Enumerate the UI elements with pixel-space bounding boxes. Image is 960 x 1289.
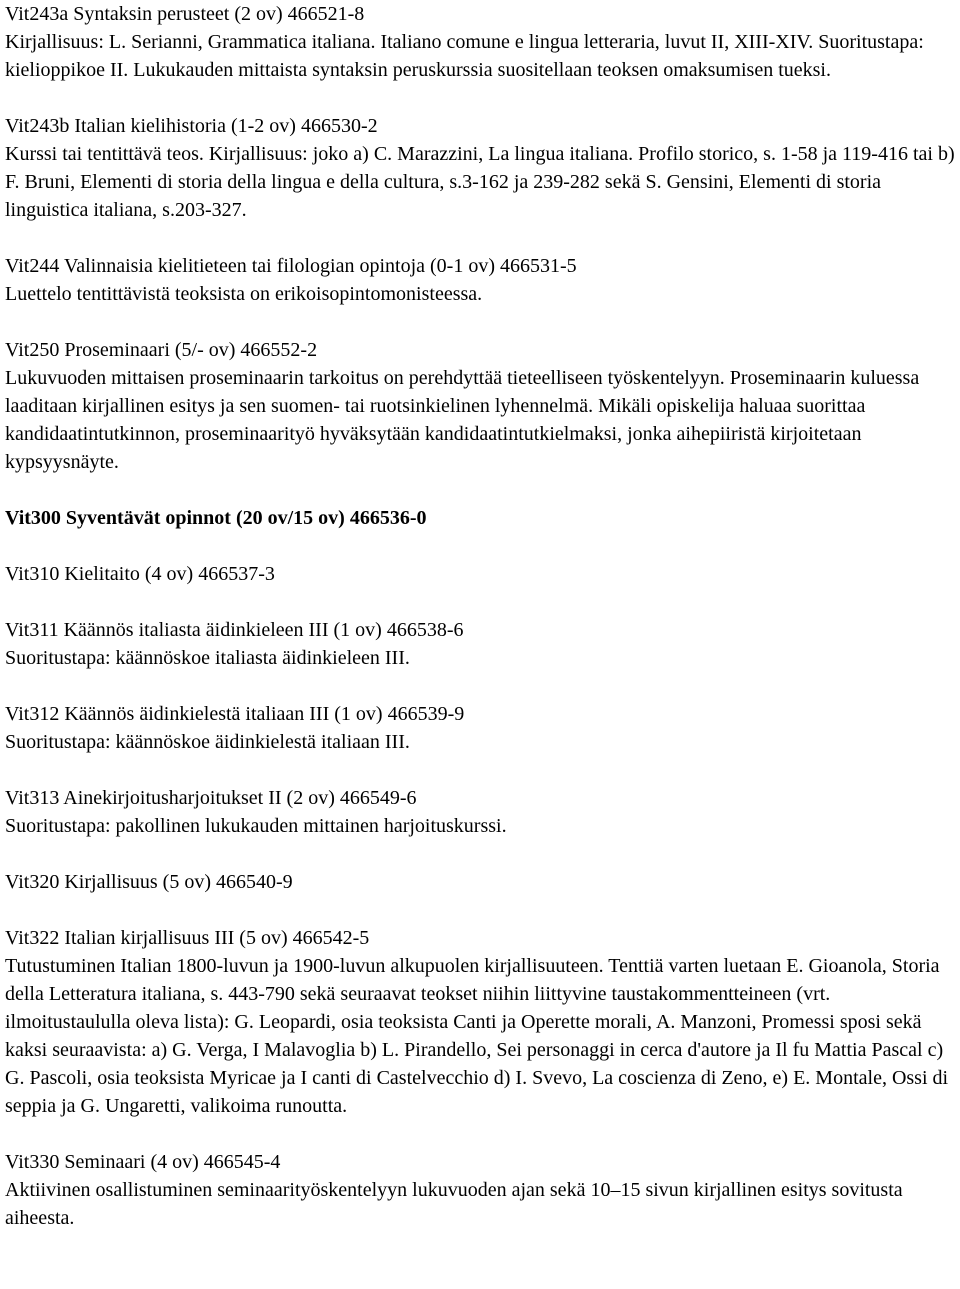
section-body: Tutustuminen Italian 1800-luvun ja 1900-luvun alkupuolen kirjallisuuteen. Tenttiä varten luetaan E. Gioanola, Storia della Letteratura italiana, s. 443-790 sekä seuraavat teokset niihin liittyvine taustakommentteineen (vrt. ilmoitustaululla oleva lista): G. Leopardi, osia teoksista Canti ja Operette morali, A. Manzoni, Promessi sposi sekä kaksi seuraavista: a) G. Verga, I Malavoglia b) L. Pirandello, Sei personaggi in cerca d'autore ja Il fu Mattia Pascal c) G. Pascoli, osia teoksista Myricae ja I canti di Castelvecchio d) I. Svevo, La coscienza di Zeno, e) E. Montale, Ossi di seppia ja G. Ungaretti, valikoima runoutta. bbox=[5, 955, 949, 1117]
section-heading: Vit320 Kirjallisuus (5 ov) 466540-9 bbox=[5, 871, 293, 893]
section-vit330 bbox=[5, 1148, 956, 1232]
section-body: Suoritustapa: käännöskoe äidinkielestä italiaan III. bbox=[5, 731, 410, 753]
section-vit250 bbox=[5, 336, 956, 476]
section-heading: Vit243b Italian kielihistoria (1-2 ov) 466530-2 bbox=[5, 115, 378, 137]
section-heading: Vit250 Proseminaari (5/- ov) 466552-2 bbox=[5, 339, 318, 361]
section-heading: Vit310 Kielitaito (4 ov) 466537-3 bbox=[5, 563, 275, 585]
section-body: Suoritustapa: käännöskoe italiasta äidinkieleen III. bbox=[5, 647, 410, 669]
section-vit312 bbox=[5, 700, 956, 756]
section-vit311 bbox=[5, 616, 956, 672]
section-heading: Vit312 Käännös äidinkielestä italiaan III (1 ov) 466539-9 bbox=[5, 703, 465, 725]
section-heading: Vit243a Syntaksin perusteet (2 ov) 466521-8 bbox=[5, 3, 365, 25]
section-body: Luettelo tentittävistä teoksista on erikoisopintomonisteessa. bbox=[5, 283, 483, 305]
section-body: Aktiivinen osallistuminen seminaarityöskentelyyn lukuvuoden ajan sekä 10–15 sivun kirjallinen esitys sovitusta aiheesta. bbox=[5, 1179, 903, 1229]
section-vit310 bbox=[5, 560, 956, 588]
section-heading: Vit322 Italian kirjallisuus III (5 ov) 466542-5 bbox=[5, 927, 370, 949]
section-vit320 bbox=[5, 868, 956, 896]
section-heading: Vit313 Ainekirjoitusharjoitukset II (2 ov) 466549-6 bbox=[5, 787, 417, 809]
section-vit243a bbox=[5, 0, 956, 84]
section-vit300 bbox=[5, 504, 956, 532]
section-heading: Vit330 Seminaari (4 ov) 466545-4 bbox=[5, 1151, 281, 1173]
section-vit322 bbox=[5, 924, 956, 1120]
section-vit243b bbox=[5, 112, 956, 224]
section-body: Kirjallisuus: L. Serianni, Grammatica italiana. Italiano comune e lingua letteraria, luvut II, XIII-XIV. Suoritustapa: kielioppikoe II. Lukukauden mittaista syntaksin peruskurssia suositellaan teoksen omaksumisen tueksi. bbox=[5, 31, 924, 81]
section-body: Suoritustapa: pakollinen lukukauden mittainen harjoituskurssi. bbox=[5, 815, 507, 837]
section-heading: Vit244 Valinnaisia kielitieteen tai filologian opintoja (0-1 ov) 466531-5 bbox=[5, 255, 577, 277]
section-body: Kurssi tai tentittävä teos. Kirjallisuus: joko a) C. Marazzini, La lingua italiana. Profilo storico, s. 1-58 ja 119-416 tai b) F. Bruni, Elementi di storia della lingua e della cultura, s.3-162 ja 239-282 sekä S. Gensini, Elementi di storia linguistica italiana, s.203-327. bbox=[5, 143, 955, 221]
section-vit313 bbox=[5, 784, 956, 840]
section-vit244 bbox=[5, 252, 956, 308]
section-heading: Vit311 Käännös italiasta äidinkieleen III (1 ov) 466538-6 bbox=[5, 619, 464, 641]
section-body: Lukuvuoden mittaisen proseminaarin tarkoitus on perehdyttää tieteelliseen työskentelyyn. Proseminaarin kuluessa laaditaan kirjallinen esitys ja sen suomen- tai ruotsinkielinen lyhennelmä. Mikäli opiskelija haluaa suorittaa kandidaatintutkinnon, proseminaarityö hyväksytään kandidaatintutkielmaksi, jonka aihepiiristä kirjoitetaan kypsyysnäyte. bbox=[5, 367, 920, 473]
section-heading: Vit300 Syventävät opinnot (20 ov/15 ov) 466536-0 bbox=[5, 507, 427, 529]
